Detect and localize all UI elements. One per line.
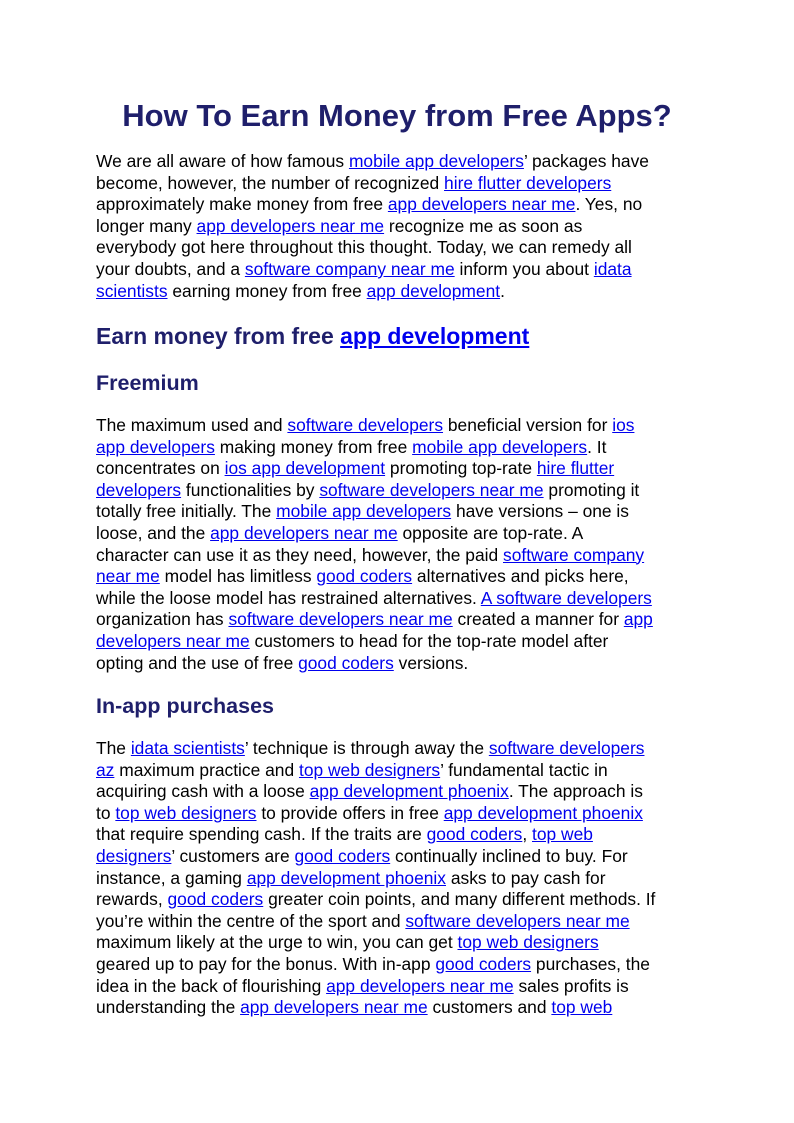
inline-link[interactable]: designers xyxy=(96,845,172,866)
inline-link[interactable]: app xyxy=(623,609,653,630)
text-run: ’ customers are xyxy=(171,845,295,866)
inline-link[interactable]: app developers near me xyxy=(326,975,514,996)
inline-link[interactable]: good coders xyxy=(316,566,413,587)
text-run: organization has xyxy=(96,609,229,630)
text-run: . Yes, no xyxy=(575,194,643,215)
section-heading xyxy=(96,319,529,353)
text-run: opting and the use of free xyxy=(96,652,299,673)
paragraph-line xyxy=(96,760,706,782)
text-run: ’ fundamental tactic in xyxy=(440,759,608,780)
text-run: . It xyxy=(587,436,607,457)
inline-link[interactable]: app development phoenix xyxy=(246,867,446,888)
paragraph-line xyxy=(96,437,706,459)
inline-link[interactable]: app developers near me xyxy=(196,215,385,236)
text-run: sales profits is xyxy=(513,975,629,996)
text-run: greater coin points, and many different methods. If xyxy=(263,889,656,910)
inline-link[interactable]: good coders xyxy=(435,953,532,974)
text-run: maximum likely at the urge to win, you can get xyxy=(96,932,458,953)
inline-link[interactable]: top web xyxy=(532,824,593,845)
inline-link[interactable]: idata xyxy=(593,258,632,279)
inapp-paragraph xyxy=(96,738,706,1019)
text-run: asks to pay cash for xyxy=(446,867,606,888)
inapp-heading: In-app purchases xyxy=(96,694,275,718)
inline-link[interactable]: app developers near me xyxy=(387,194,576,215)
inline-link[interactable]: software developers near me xyxy=(319,479,544,500)
paragraph-line xyxy=(96,545,706,567)
inline-link[interactable]: software developers xyxy=(287,415,444,435)
inline-link[interactable]: near me xyxy=(96,566,160,587)
text-run: . xyxy=(500,280,505,301)
paragraph-line xyxy=(96,932,706,954)
paragraph-line xyxy=(96,415,706,437)
text-run: acquiring cash with a loose xyxy=(96,781,310,802)
text-run: making money from free xyxy=(214,436,413,457)
text-run: model has limitless xyxy=(159,566,317,587)
paragraph-line xyxy=(96,631,706,653)
text-run: ’ packages have xyxy=(523,151,649,171)
text-run: ’ technique is through away the xyxy=(244,738,489,758)
paragraph-line xyxy=(96,523,706,545)
text-run: have versions – one is xyxy=(451,501,629,522)
inline-link[interactable]: ios app development xyxy=(224,458,386,479)
text-run: to provide offers in free xyxy=(256,802,444,823)
inline-link[interactable]: top web designers xyxy=(115,802,257,823)
inline-link[interactable]: A software developers xyxy=(480,587,652,608)
inline-link[interactable]: software developers xyxy=(488,738,645,758)
text-run: functionalities by xyxy=(181,479,320,500)
paragraph-line xyxy=(96,738,706,760)
text-run: loose, and the xyxy=(96,522,211,543)
inline-link[interactable]: top web designers xyxy=(457,932,599,953)
text-run: promoting it xyxy=(543,479,640,500)
inline-link[interactable]: app development xyxy=(366,280,501,301)
text-run: promoting top-rate xyxy=(385,458,537,479)
text-run: you’re within the centre of the sport and xyxy=(96,910,406,931)
inline-link[interactable]: good coders xyxy=(294,845,391,866)
inline-link[interactable]: software developers near me xyxy=(228,609,453,630)
paragraph-line xyxy=(96,954,706,976)
text-run: instance, a gaming xyxy=(96,867,247,888)
text-run: We are all aware of how famous xyxy=(96,151,349,171)
inline-link[interactable]: software company near me xyxy=(244,258,455,279)
page-title: How To Earn Money from Free Apps? xyxy=(122,98,672,133)
paragraph-line xyxy=(96,194,706,216)
text-run: that require spending cash. If the traits are xyxy=(96,824,427,845)
text-run: continually inclined to buy. For xyxy=(390,845,628,866)
paragraph-line xyxy=(96,781,706,803)
text-run: , xyxy=(522,824,532,845)
inline-link[interactable]: app developers near me xyxy=(240,997,428,1018)
text-run: longer many xyxy=(96,215,197,236)
text-run: inform you about xyxy=(454,258,594,279)
inline-link[interactable]: developers near me xyxy=(96,630,250,651)
text-run: geared up to pay for the bonus. With in-app xyxy=(96,953,436,974)
text-run: everybody got here throughout this thought. Today, we can remedy all xyxy=(96,237,632,258)
paragraph-line xyxy=(96,997,706,1019)
inline-link[interactable]: mobile app developers xyxy=(412,436,588,457)
text-run: while the loose model has restrained alternatives. xyxy=(96,587,481,608)
text-run: character can use it as they need, however, the paid xyxy=(96,544,503,565)
text-run: to xyxy=(96,802,116,823)
text-run: rewards, xyxy=(96,889,168,910)
paragraph-line xyxy=(96,653,706,675)
inline-link[interactable]: mobile app developers xyxy=(276,501,452,522)
inline-link[interactable]: top web xyxy=(551,997,613,1018)
paragraph-line xyxy=(96,588,706,610)
inline-link[interactable]: app development phoenix xyxy=(309,781,509,802)
text-run: opposite are top-rate. A xyxy=(397,522,584,543)
paragraph-line xyxy=(96,846,706,868)
paragraph-line xyxy=(96,911,706,933)
text-run: totally free initially. The xyxy=(96,501,277,522)
paragraph-line xyxy=(96,824,706,846)
inline-link[interactable]: scientists xyxy=(96,280,168,301)
paragraph-line xyxy=(96,868,706,890)
paragraph-line xyxy=(96,458,706,480)
paragraph-line xyxy=(96,281,706,303)
inline-link[interactable]: app development phoenix xyxy=(443,802,643,823)
text-run: created a manner for xyxy=(452,609,624,630)
intro-paragraph xyxy=(96,151,706,302)
text-run: customers and xyxy=(427,997,552,1018)
text-run: alternatives and picks here, xyxy=(412,566,629,587)
freemium-heading: Freemium xyxy=(96,371,199,395)
text-run: The maximum used and xyxy=(96,415,288,435)
text-run: become, however, the number of recognized xyxy=(96,172,445,193)
paragraph-line xyxy=(96,173,706,195)
inline-link[interactable]: app developers xyxy=(96,436,215,457)
inline-link[interactable]: hire flutter developers xyxy=(444,172,612,193)
text-run: your doubts, and a xyxy=(96,258,245,279)
inline-link[interactable]: good coders xyxy=(426,824,523,845)
text-run: approximately make money from free xyxy=(96,194,388,215)
text-run: recognize me as soon as xyxy=(384,215,583,236)
inline-link[interactable]: good coders xyxy=(298,652,394,673)
paragraph-line xyxy=(96,566,706,588)
text-run: beneficial version for xyxy=(443,415,613,435)
inline-link[interactable]: good coders xyxy=(167,889,264,910)
paragraph-line xyxy=(96,501,706,523)
inline-link[interactable]: ios xyxy=(612,415,635,435)
text-run: purchases, the xyxy=(531,953,650,974)
paragraph-line xyxy=(96,259,706,281)
paragraph-line xyxy=(96,976,706,998)
paragraph-line xyxy=(96,237,706,259)
freemium-paragraph xyxy=(96,415,706,674)
paragraph-line xyxy=(96,216,706,238)
inline-link[interactable]: app developers near me xyxy=(210,522,398,543)
section-heading-text: Earn money from free xyxy=(96,323,341,349)
text-run: concentrates on xyxy=(96,458,225,479)
paragraph-line xyxy=(96,889,706,911)
paragraph-line xyxy=(96,803,706,825)
inline-link[interactable]: software developers near me xyxy=(405,910,630,931)
inline-link[interactable]: hire flutter xyxy=(536,458,615,479)
text-run: idea in the back of flourishing xyxy=(96,975,327,996)
section-heading-link[interactable]: app development xyxy=(340,323,530,349)
text-run: maximum practice and xyxy=(114,759,299,780)
paragraph-line xyxy=(96,480,706,502)
inline-link[interactable]: top web designers xyxy=(298,759,441,780)
inline-link[interactable]: software company xyxy=(503,544,645,565)
paragraph-line xyxy=(96,609,706,631)
paragraph-line xyxy=(96,151,706,173)
inline-link[interactable]: az xyxy=(96,759,115,780)
text-run: earning money from free xyxy=(167,280,367,301)
inline-link[interactable]: mobile app developers xyxy=(348,151,524,171)
text-run: versions. xyxy=(393,652,469,673)
inline-link[interactable]: developers xyxy=(96,479,182,500)
text-run: understanding the xyxy=(96,997,241,1018)
text-run: The xyxy=(96,738,131,758)
text-run: . The approach is xyxy=(508,781,643,802)
inline-link[interactable]: idata scientists xyxy=(130,738,245,758)
text-run: customers to head for the top-rate model after xyxy=(249,630,609,651)
